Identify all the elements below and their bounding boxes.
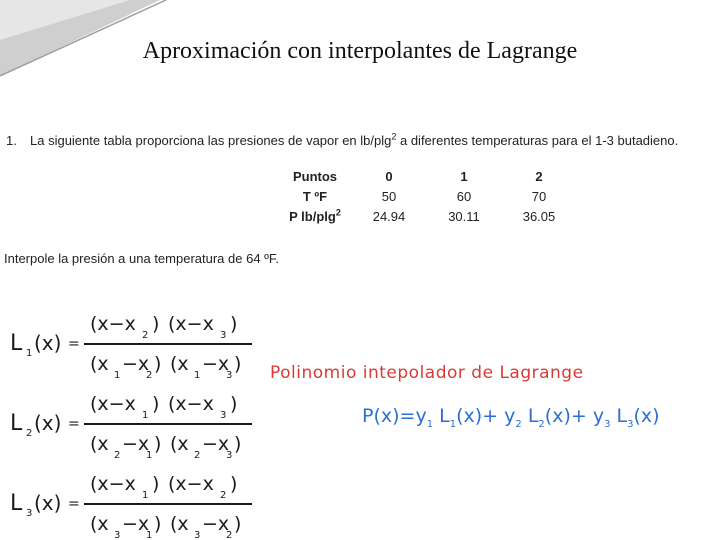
table-header-row	[280, 166, 578, 186]
denominator-close: )	[234, 513, 242, 535]
numerator-close: )	[152, 393, 160, 415]
basis-equals: =	[68, 336, 80, 352]
problem-text-start: La siguiente tabla proporciona las presiones de vapor en lb/plg	[30, 133, 392, 148]
basis-argument: (x)	[34, 491, 62, 515]
polynomial-formula	[362, 405, 660, 430]
basis-name: L	[10, 411, 23, 436]
denominator-subscript: 3	[226, 450, 233, 461]
denominator-factor: −x	[122, 513, 150, 535]
denominator-subscript: 1	[194, 370, 201, 381]
denominator-factor: (x	[170, 513, 189, 535]
formula-term: $y_1$ $L_1(x)$	[415, 405, 483, 430]
numerator-factor: (x−x	[90, 393, 136, 415]
basis-subscript: 3	[26, 508, 33, 519]
table-row	[280, 186, 578, 206]
denominator-factor: (x	[90, 513, 109, 535]
denominator-subscript: 2	[194, 450, 201, 461]
table-cell: 60	[456, 188, 472, 204]
numerator-close: )	[152, 313, 160, 335]
denominator-subscript: 2	[226, 530, 233, 540]
denominator-factor: −x	[202, 513, 230, 535]
denominator-close: )	[154, 353, 162, 375]
basis-subscript: 2	[26, 428, 33, 439]
basis-equals: =	[68, 416, 80, 432]
problem-statement	[6, 133, 678, 148]
denominator-factor: (x	[170, 433, 189, 455]
denominator-subscript: 1	[146, 530, 153, 540]
problem-text-end: a diferentes temperaturas para el 1-3 butadieno.	[396, 133, 679, 148]
table-row-label: T ºF	[302, 188, 328, 204]
table-header-cell: 2	[535, 168, 543, 184]
numerator-close: )	[230, 393, 238, 415]
table-header-label: Puntos	[292, 168, 338, 184]
basis-subscript: 1	[26, 348, 33, 359]
denominator-factor: (x	[90, 433, 109, 455]
numerator-subscript: 1	[142, 490, 149, 501]
table-row-label: P lb/plg$^2$	[289, 207, 341, 224]
numerator-subscript: 1	[142, 410, 149, 421]
table-header-cell: 0	[385, 168, 393, 184]
table-cell: 24.94	[372, 208, 406, 224]
problem-sup: 2	[391, 131, 397, 142]
numerator-factor: (x−x	[168, 473, 214, 495]
formula-term: $y_2$ $L_2(x)$	[504, 405, 571, 430]
lagrange-basis-formulas	[0, 300, 280, 540]
formula-plus: +	[570, 405, 587, 427]
table-cell: 50	[381, 188, 397, 204]
denominator-factor: −x	[122, 433, 150, 455]
table-header-cell: 1	[460, 168, 468, 184]
denominator-subscript: 1	[146, 450, 153, 461]
numerator-close: )	[230, 313, 238, 335]
numerator-factor: (x−x	[90, 313, 136, 335]
numerator-factor: (x−x	[168, 313, 214, 335]
denominator-subscript: 3	[194, 530, 201, 540]
denominator-factor: −x	[122, 353, 150, 375]
formula-lhs: P(x)=	[362, 405, 416, 427]
numerator-subscript: 3	[220, 410, 227, 421]
denominator-subscript: 2	[114, 450, 121, 461]
basis-argument: (x)	[34, 331, 62, 355]
denominator-factor: −x	[202, 353, 230, 375]
slide-title: Aproximación con interpolantes de Lagrange	[142, 38, 578, 64]
denominator-close: )	[154, 433, 162, 455]
polynomial-label: Polinomio intepolador de Lagrange	[270, 363, 584, 383]
pressure-table	[280, 166, 578, 226]
denominator-subscript: 3	[114, 530, 121, 540]
numerator-subscript: 3	[220, 330, 227, 341]
table-cell: 36.05	[522, 208, 556, 224]
numerator-factor: (x−x	[90, 473, 136, 495]
denominator-subscript: 3	[226, 370, 233, 381]
formula-term: $y_3$ $L_3(x)$	[592, 405, 660, 430]
basis-name: L	[10, 491, 23, 516]
table-row	[280, 206, 578, 226]
basis-equals: =	[68, 496, 80, 512]
formula-plus: +	[482, 405, 499, 427]
numerator-subscript: 2	[220, 490, 227, 501]
denominator-factor: (x	[170, 353, 189, 375]
question-text: Interpole la presión a una temperatura de 64 ºF.	[4, 251, 280, 266]
problem-number: 1.	[6, 133, 17, 148]
denominator-subscript: 1	[114, 370, 121, 381]
denominator-factor: (x	[90, 353, 109, 375]
denominator-close: )	[154, 513, 162, 535]
basis-name: L	[10, 331, 23, 356]
numerator-factor: (x−x	[168, 393, 214, 415]
table-cell: 70	[531, 188, 547, 204]
numerator-subscript: 2	[142, 330, 149, 341]
numerator-close: )	[230, 473, 238, 495]
denominator-subscript: 2	[146, 370, 153, 381]
denominator-close: )	[234, 433, 242, 455]
basis-argument: (x)	[34, 411, 62, 435]
denominator-close: )	[234, 353, 242, 375]
denominator-factor: −x	[202, 433, 230, 455]
numerator-close: )	[152, 473, 160, 495]
table-cell: 30.11	[448, 208, 480, 224]
